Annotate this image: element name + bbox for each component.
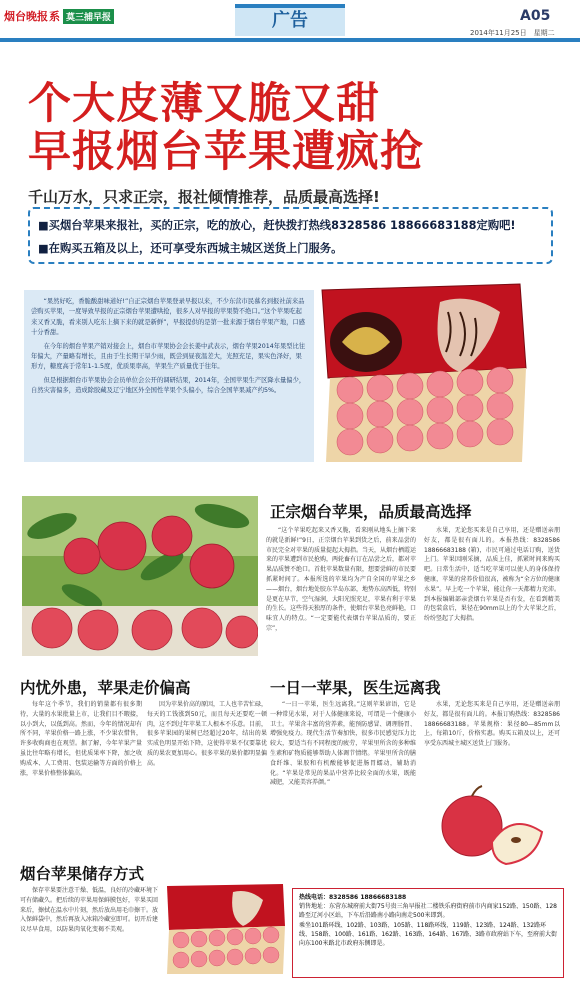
section-heading-authentic: 正宗烟台苹果，品质最高选择 bbox=[270, 503, 472, 521]
page-header bbox=[0, 0, 580, 44]
intro-paragraph-3: 但是根据烟台市苹果协会会员单位会公开的调研结果，2014年，全国苹果生产区降水量偏少，自然灾害偏多，造成除胶藏及辽宁地区外全国性苹果个头偏小，综合全国苹果减产约5%。 bbox=[31, 376, 306, 395]
section-label: 广告 bbox=[272, 10, 308, 31]
worries-text-1: 每年这个季节，我们的销量都有很多期待，大量的水果批量上市，让我们目不暇接，以小到大，以低到高。然而，今年的情况却有所不同，苹果价格一路上涨，不少果农惜售，许多收购商也在观望。据了解，今年苹果产量虽比往年略有增长，但优质果率下降，加之收购成本、人工费用、包装运输等方面的价格上涨，苹果价格整体偏高。 bbox=[20, 701, 142, 777]
promo-line-2: ■在购买五箱及以上，还可享受东西城主城区送货上门服务。 bbox=[38, 242, 343, 255]
doctor-text-1: “一日一苹果，医生远离我。”这则苹果谚语，它是一种常见水果，对于人体健康来说，可谓是一个健康小卫士。苹果含丰富的营养素，能预防感冒、调理肠胃、增强免疫力。现代生活节奏加快，很多市民感觉压力比较大，要适当有不同程度的疲劳，苹果里所含的多种维生素和矿物质能够帮助人体调节情绪。苹果里所含的膳食纤维、果胶和有机酸能够促进肠胃蠕动，辅助消化。“苹果是常见的果品中营养比较全面的水果，既能减肥，又能美容养颜。” bbox=[270, 701, 416, 787]
issue-date: 2014年11月25日 星期二 bbox=[470, 29, 555, 37]
doctor-text-2: 水果，无论您买来是自己享用，还是赠送亲朋好友，都是很有面儿的。本报订购热线：8328586 18866683188。苹果规格：果径80—85mm以上，每箱10斤，价格实惠。购买五箱及以上，还可享受东西城主城区送货上门服务。 bbox=[424, 701, 560, 748]
authentic-text-2: 水果，无论您买来是自己享用，还是赠送亲朋好友，都是很有面儿的。本报热线：8328586 18866683188 (箱)，市民可通过电话订购，送货上门。苹果因刚采摘，品质上佳，抓紧时间来购买吧。日常生活中，适当吃苹果可以使人的身体保持健康，苹果的营养价值很高，被称为“全方位的健康水果”。早上吃一个苹果，能让你一天都精力充沛。到本报编辑部亲尝烟台苹果是否有发，在看到精美的包装盒后，果径在90mm以上的个大苹果之后，纷纷竖起了大拇指。 bbox=[424, 527, 560, 623]
intro-paragraph-1: “果然好吃，香脆酸甜味道好!”自正宗烟台苹果登录早报以来，不少东营市民慕名到报社前来品尝购买苹果，一度导致早报的正宗烟台苹果遭哄抢，很多人对早报的苹果赞不绝口。”这个苹果吃起来又香又脆，看来别人吃东上摘下来的就是新鲜”，早报提供的是第一批来源于烟台苹果产地，口感十分香甜。 bbox=[31, 298, 306, 337]
bus-routes: 乘坐101路环线、102路、103路、105路、118路环线、119路、123路、124路、132路环线、158路、100路、161路、162路、163路、164路、167路、3路市政府站下车，至府前大街向东100米路北市政府东侧即是。 bbox=[299, 921, 557, 948]
apple-tree-photo bbox=[22, 496, 258, 656]
worries-text-2: 因为苹果价高的原因，工人也辛苦忙碌，每天的工钱涨到50元，而且每天还要吃一顿肉，这不到过年苹果工人根本不乐意。目前，很多苹果园的果树已经超过20年，结出的果实成色明显开始下降，这使得苹果不仅要靠优质的果农更加用心。很多苹果的果价都明显偏高。 bbox=[147, 701, 267, 767]
authentic-column-1 bbox=[266, 526, 416, 666]
sales-address: 销售地址：东营东城府前大街75号贵三角早报社二楼铁乐府街府前市内商家152路、150路、128路至辽河小区站，下车后沿路南小路向南走500米即到。 bbox=[299, 903, 557, 920]
brand-name: 烟台晚报 bbox=[4, 10, 48, 23]
section-heading-doctor: 一日一苹果，医生远离我 bbox=[270, 679, 441, 697]
hotline: 热线电话：8328586 18866683188 bbox=[299, 894, 407, 901]
page-number: A05 bbox=[520, 8, 551, 24]
intro-box bbox=[24, 290, 314, 462]
headline-line-1: 个大皮薄又脆又甜 bbox=[28, 79, 380, 129]
contact-box bbox=[292, 888, 564, 978]
storage-text: 保存苹果要注意干燥、低温，良好的冷藏环境下可有储藏久。把后续的苹果用保鲜膜包好，苹果买回来后，擦拭在温水中片刻，然后放出用毛巾擦干。放入保鲜袋中，然后再放入冰箱冷藏室即可。切开后建议尽早食用，以防果肉氧化变褐不美观。 bbox=[20, 887, 158, 934]
promo-box bbox=[28, 207, 553, 264]
authentic-text-1: “这个苹果吃起来又香又脆，看来刚从地头上摘下来的就是新鲜!”9日，正宗烟台苹果到货之后，前来品尝的市民完全对苹果的质量提起大拇指。当天，从烟台栖霞运来的苹果遭到市民抢购，两轮畜有订在品尝之后，都对苹果品质赞不绝口。首批苹果数量有限，想要尝鲜的市民要抓紧时间了。本报所选的苹果均为产自全国的苹果之乡——烟台，烟台地处胶东半岛东部，地势东高西低，特别是更在早节，空气湿润，大阳光照充足，苹果有利于苹果的生长。这些得天独厚的条件，使烟台苹果色亮鲜艳，口味宜人的特点。“一定要能代表烟台苹果品质的，要正宗”， bbox=[266, 527, 416, 632]
doctor-column-2 bbox=[424, 700, 560, 772]
headline-line-2: 早报烟台苹果遭疯抢 bbox=[28, 127, 424, 177]
cut-apple-image bbox=[428, 782, 552, 866]
promo-line-1: ■买烟台苹果来报社，买的正宗，吃的放心，赶快拨打热线8328586 18866683188定购吧! bbox=[38, 219, 516, 232]
doctor-column-1 bbox=[270, 700, 416, 860]
intro-paragraph-2: 在今年的烟台苹果产销对接会上，烟台市苹果协会会长姜中武表示，烟台苹果2014年果型比往年偏大，产量略有增长，且由于生长期干旱少雨，既尝到昼夜温差大，光照充足，果实色泽好，果形方，糖度高于常年1-1.5度，优质果率高，苹果生产质量优于往年。 bbox=[31, 342, 306, 371]
apple-gift-box-image-small bbox=[163, 882, 287, 976]
section-heading-worries: 内忧外患，苹果走价偏高 bbox=[20, 679, 191, 697]
subheadline: 千山万水，只求正宗，报社倾情推荐，品质最高选择! bbox=[28, 188, 380, 206]
storage-column bbox=[20, 886, 158, 978]
section-heading-storage: 烟台苹果储存方式 bbox=[20, 865, 145, 883]
edition-badge: 莫三捕早报 bbox=[63, 9, 114, 24]
authentic-column-2 bbox=[424, 526, 560, 666]
brand-series: 系 bbox=[49, 10, 60, 23]
newspaper-logo bbox=[4, 8, 114, 24]
worries-column-2 bbox=[147, 700, 267, 862]
apple-gift-box-image bbox=[320, 282, 528, 464]
header-rule bbox=[0, 38, 580, 42]
worries-column-1 bbox=[20, 700, 142, 862]
section-tab bbox=[235, 4, 345, 36]
